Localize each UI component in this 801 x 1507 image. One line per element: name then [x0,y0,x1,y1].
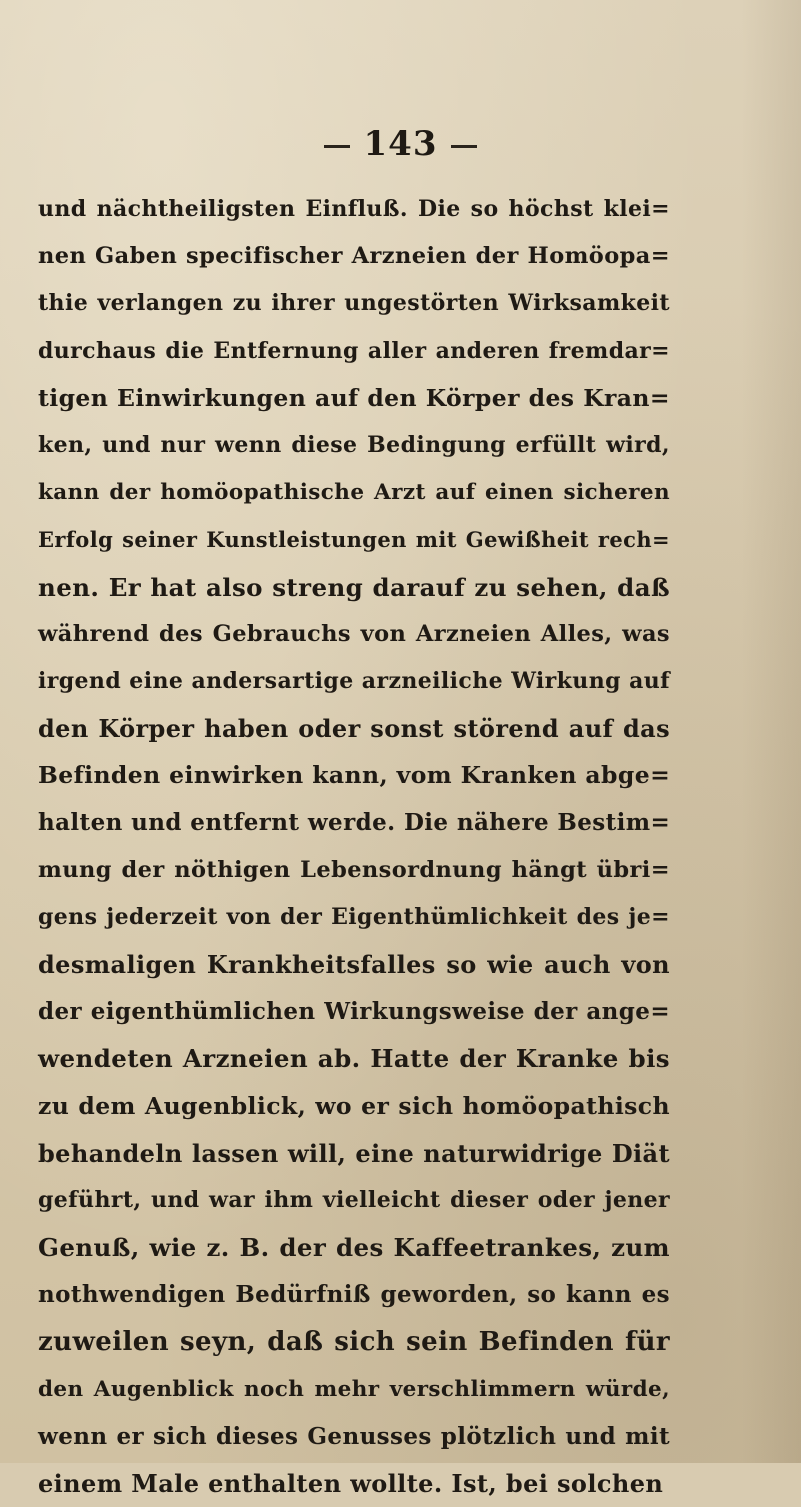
text-line: während des Gebrauchs von Arzneien Alles, was [38,620,670,647]
text-line: halten und entfernt werde. Die nähere Bestim= [38,809,671,837]
text-line: Befinden einwirken kann, vom Kranken abge= [38,761,671,790]
text-line: desmaligen Krankheitsfalles so wie auch von [38,950,670,979]
text-line: tigen Einwirkungen auf den Körper des Kran= [38,383,670,412]
text-line: kann der homöopathische Arzt auf einen sicheren [38,480,670,506]
text-line: nen. Er hat also streng darauf zu sehen, daß [38,572,670,602]
text-line: geführt, und war ihm vielleicht dieser oder jener [38,1186,670,1213]
text-line: nen Gaben specifischer Arzneien der Homöopa= [38,243,670,270]
page-number: 143 [363,124,438,164]
text-line: Genuß, wie z. B. der des Kaffeetrankes, zum [38,1233,670,1263]
text-line: behandeln lassen will, eine naturwidrige Diät [38,1138,670,1168]
text-line: den Augenblick noch mehr verschlimmern würde, [38,1376,670,1402]
text-line: durchaus die Entfernung aller anderen fremdar= [38,337,670,364]
text-line: thie verlangen zu ihrer ungestörten Wirksamkeit [38,290,670,317]
text-line: zuweilen seyn, daß sich sein Befinden für [38,1326,670,1357]
text-line: einem Male enthalten wollte. Ist, bei solchen [38,1469,664,1499]
header-left-dash [324,145,350,148]
text-line: irgend eine andersartige arzneiliche Wirkung auf [38,667,670,694]
text-line: nothwendigen Bedürfniß geworden, so kann es [38,1281,670,1309]
header-right-dash [451,145,477,148]
text-line: der eigenthümlichen Wirkungsweise der ange= [38,998,670,1026]
page-edge-shadow [741,0,801,1463]
text-line: zu dem Augenblick, wo er sich homöopathisch [38,1091,670,1120]
text-line: gens jederzeit von der Eigenthümlichkeit des je= [38,903,670,930]
text-line: ken, und nur wenn diese Bedingung erfüllt wird, [38,431,670,458]
page-header [0,124,801,164]
text-line: wendeten Arzneien ab. Hatte der Kranke bis [38,1044,670,1074]
text-line: den Körper haben oder sonst störend auf das [38,714,670,744]
text-line: Erfolg seiner Kunstleistungen mit Gewißheit rech= [38,527,670,553]
body-text [38,186,670,1507]
text-line: und nächtheiligsten Einfluß. Die so höchst klei= [38,196,670,222]
text-line: wenn er sich dieses Genusses plötzlich und mit [38,1422,670,1450]
text-line: mung der nöthigen Lebensordnung hängt übri= [38,856,670,883]
